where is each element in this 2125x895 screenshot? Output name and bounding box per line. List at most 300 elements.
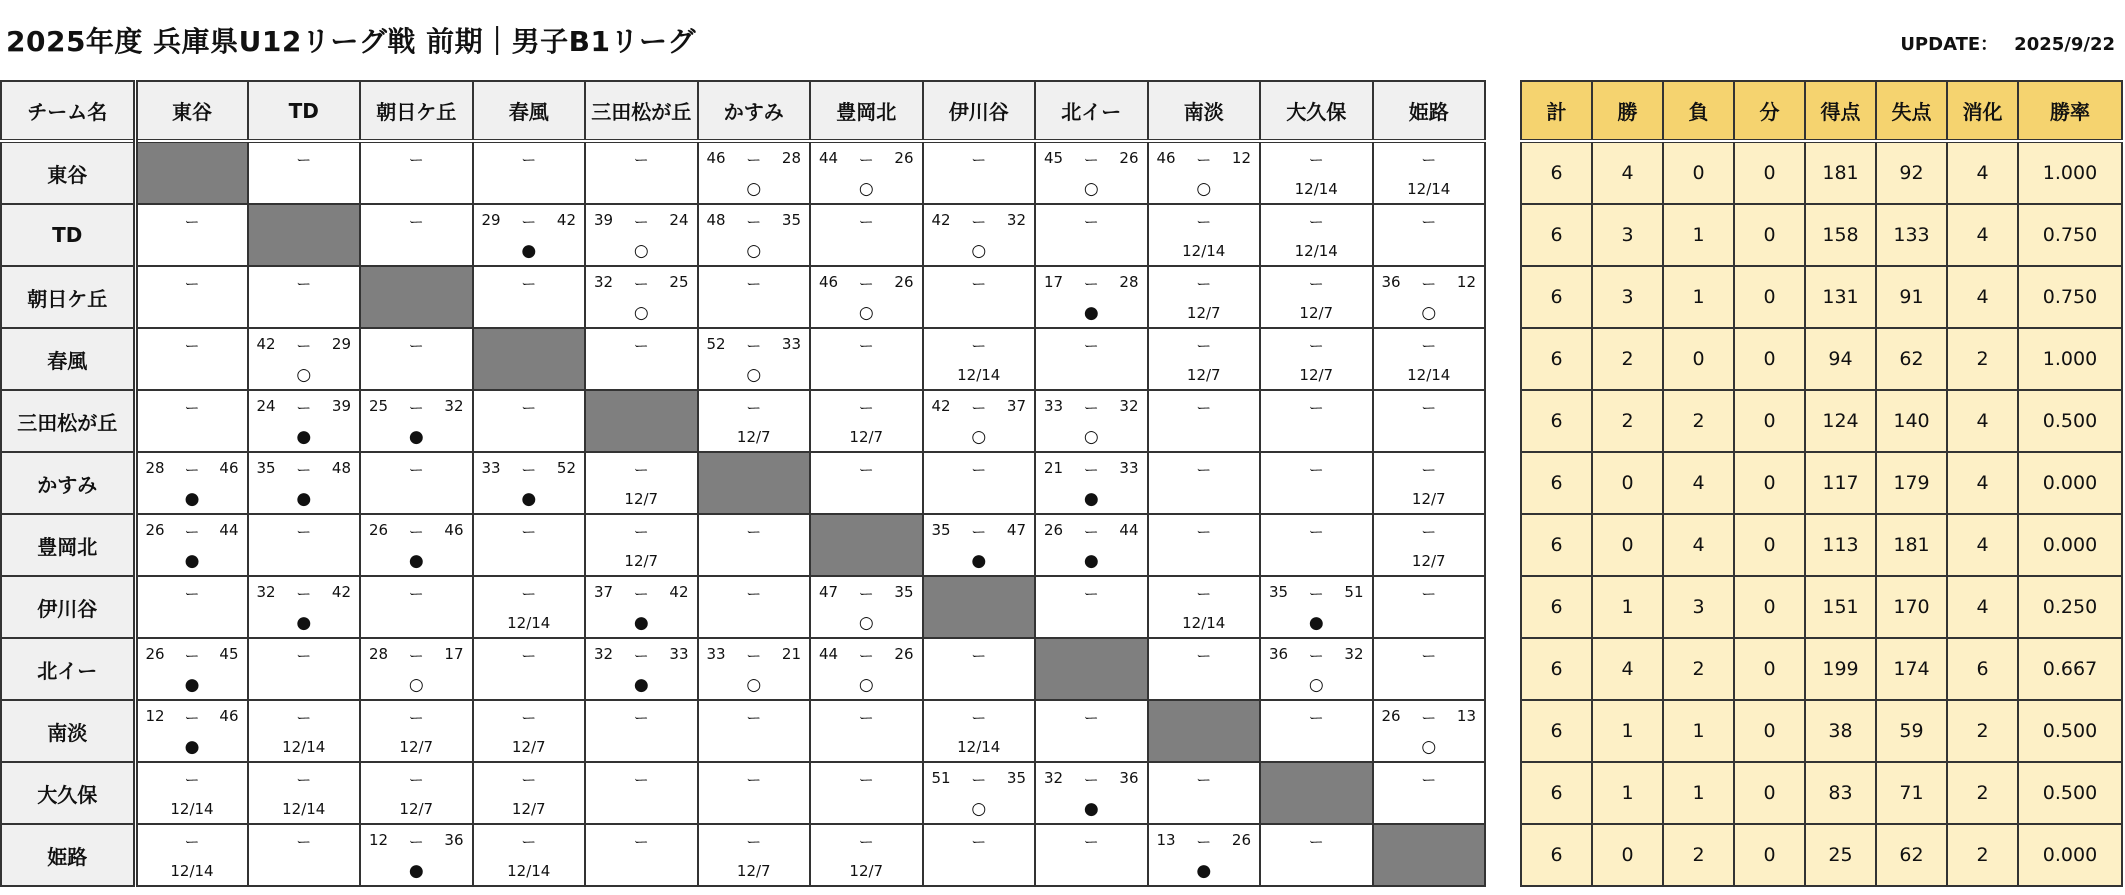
match-content bbox=[699, 329, 810, 389]
match-cell bbox=[810, 452, 923, 514]
standings-value: 0 bbox=[1734, 514, 1805, 576]
match-content bbox=[1036, 205, 1147, 265]
match-cell bbox=[1373, 141, 1486, 204]
match-content bbox=[1036, 701, 1147, 761]
match-content bbox=[249, 825, 360, 885]
standings-value: 4 bbox=[1592, 141, 1663, 204]
match-content bbox=[924, 639, 1035, 699]
away-score: 46 bbox=[219, 459, 239, 477]
result-mark: ● bbox=[1083, 551, 1099, 571]
score-dash: ー bbox=[746, 151, 762, 169]
score-dash: ー bbox=[633, 337, 649, 355]
match-cell bbox=[360, 762, 473, 824]
match-content bbox=[1374, 701, 1485, 761]
match-content bbox=[249, 143, 360, 203]
match-content bbox=[249, 763, 360, 823]
match-cell bbox=[585, 762, 698, 824]
home-score: 35 bbox=[256, 459, 276, 477]
home-score: 36 bbox=[1381, 273, 1401, 291]
match-content bbox=[811, 763, 922, 823]
match-date: 12/7 bbox=[849, 862, 884, 880]
away-score: 32 bbox=[1119, 397, 1139, 415]
match-cell bbox=[810, 762, 923, 824]
result-mark: ● bbox=[296, 489, 312, 509]
standings-row bbox=[1521, 141, 2122, 204]
score-dash: ー bbox=[1308, 709, 1324, 727]
self-match-cell bbox=[1035, 638, 1148, 700]
match-cell bbox=[135, 266, 248, 328]
match-content bbox=[1374, 391, 1485, 451]
match-cell bbox=[1035, 390, 1148, 452]
away-score: 12 bbox=[1456, 273, 1476, 291]
score-dash: ー bbox=[746, 585, 762, 603]
match-content bbox=[361, 577, 472, 637]
match-date: 12/14 bbox=[1407, 366, 1451, 384]
match-content bbox=[474, 391, 585, 451]
away-score: 36 bbox=[444, 831, 464, 849]
match-cell bbox=[473, 762, 586, 824]
score-dash: ー bbox=[296, 461, 312, 479]
match-content bbox=[1036, 267, 1147, 327]
match-content bbox=[699, 205, 810, 265]
standings-value: 0 bbox=[1592, 514, 1663, 576]
match-content bbox=[924, 701, 1035, 761]
row-header-team: かすみ bbox=[1, 452, 135, 514]
match-content bbox=[138, 329, 247, 389]
match-content bbox=[1261, 515, 1372, 575]
home-score: 42 bbox=[256, 335, 276, 353]
result-mark: ● bbox=[184, 737, 200, 757]
standings-column-header: 負 bbox=[1663, 81, 1734, 141]
match-content bbox=[586, 639, 697, 699]
standings-value: 6 bbox=[1521, 452, 1592, 514]
standings-value: 2 bbox=[1592, 390, 1663, 452]
match-content bbox=[811, 453, 922, 513]
away-score: 25 bbox=[669, 273, 689, 291]
score-dash: ー bbox=[746, 833, 762, 851]
standings-value: 3 bbox=[1592, 266, 1663, 328]
score-dash: ー bbox=[1308, 275, 1324, 293]
match-content bbox=[1149, 143, 1260, 203]
score-dash: ー bbox=[633, 709, 649, 727]
row-header-team: 豊岡北 bbox=[1, 514, 135, 576]
match-cell bbox=[135, 762, 248, 824]
score-dash: ー bbox=[408, 523, 424, 541]
match-cell bbox=[473, 576, 586, 638]
match-cell bbox=[585, 266, 698, 328]
standings-value: 1.000 bbox=[2018, 141, 2122, 204]
score-dash: ー bbox=[296, 833, 312, 851]
score-dash: ー bbox=[408, 647, 424, 665]
match-content bbox=[361, 825, 472, 885]
score-dash: ー bbox=[858, 151, 874, 169]
standings-row bbox=[1521, 514, 2122, 576]
self-match-cell bbox=[698, 452, 811, 514]
score-dash: ー bbox=[1083, 337, 1099, 355]
match-cell bbox=[585, 576, 698, 638]
score-dash: ー bbox=[1421, 523, 1437, 541]
match-content bbox=[811, 639, 922, 699]
match-cell bbox=[1148, 390, 1261, 452]
match-content bbox=[249, 329, 360, 389]
match-content bbox=[1261, 205, 1372, 265]
score-dash: ー bbox=[1083, 585, 1099, 603]
score-dash: ー bbox=[1421, 399, 1437, 417]
match-cell bbox=[248, 328, 361, 390]
standings-value: 1 bbox=[1663, 204, 1734, 266]
result-mark: ○ bbox=[971, 241, 987, 261]
result-mark: ● bbox=[1083, 303, 1099, 323]
row-header-team: TD bbox=[1, 204, 135, 266]
result-mark: ○ bbox=[746, 365, 762, 385]
score-dash: ー bbox=[1083, 275, 1099, 293]
match-date: 12/7 bbox=[736, 862, 771, 880]
match-content bbox=[1149, 825, 1260, 885]
row-header-team: 大久保 bbox=[1, 762, 135, 824]
score-dash: ー bbox=[746, 709, 762, 727]
score-dash: ー bbox=[1308, 399, 1324, 417]
standings-value: 4 bbox=[1947, 390, 2018, 452]
standings-header-row bbox=[1521, 81, 2122, 141]
match-content bbox=[138, 391, 247, 451]
row-header-team: 朝日ケ丘 bbox=[1, 266, 135, 328]
match-cell bbox=[248, 762, 361, 824]
score-dash: ー bbox=[521, 771, 537, 789]
standings-column-header: 計 bbox=[1521, 81, 1592, 141]
column-header-team: 朝日ケ丘 bbox=[360, 81, 473, 141]
away-score: 32 bbox=[1344, 645, 1364, 663]
match-cell bbox=[1035, 576, 1148, 638]
standings-value: 2 bbox=[1947, 762, 2018, 824]
home-score: 45 bbox=[1044, 149, 1064, 167]
match-date: 12/14 bbox=[1407, 180, 1451, 198]
away-score: 37 bbox=[1006, 397, 1026, 415]
update-info bbox=[1900, 30, 2115, 56]
home-score: 39 bbox=[594, 211, 614, 229]
away-score: 46 bbox=[444, 521, 464, 539]
score-dash: ー bbox=[521, 213, 537, 231]
result-mark: ● bbox=[1308, 613, 1324, 633]
score-dash: ー bbox=[1196, 833, 1212, 851]
score-dash: ー bbox=[633, 523, 649, 541]
score-dash: ー bbox=[184, 523, 200, 541]
match-date: 12/7 bbox=[1299, 304, 1334, 322]
match-cell bbox=[1373, 762, 1486, 824]
match-content bbox=[1261, 143, 1372, 203]
score-dash: ー bbox=[633, 275, 649, 293]
score-dash: ー bbox=[746, 523, 762, 541]
match-content bbox=[924, 267, 1035, 327]
match-cell bbox=[360, 328, 473, 390]
match-date: 12/14 bbox=[282, 738, 326, 756]
standings-column-header: 消化 bbox=[1947, 81, 2018, 141]
match-content bbox=[699, 515, 810, 575]
match-cell bbox=[698, 514, 811, 576]
standings-value: 131 bbox=[1805, 266, 1876, 328]
score-dash: ー bbox=[521, 461, 537, 479]
standings-value: 0.250 bbox=[2018, 576, 2122, 638]
match-content bbox=[699, 825, 810, 885]
away-score: 51 bbox=[1344, 583, 1364, 601]
home-score: 42 bbox=[931, 211, 951, 229]
score-dash: ー bbox=[858, 647, 874, 665]
match-cell bbox=[1035, 700, 1148, 762]
score-dash: ー bbox=[521, 585, 537, 603]
result-mark: ○ bbox=[746, 179, 762, 199]
score-dash: ー bbox=[858, 585, 874, 603]
match-cell bbox=[585, 824, 698, 886]
score-dash: ー bbox=[633, 151, 649, 169]
match-cell bbox=[360, 390, 473, 452]
score-dash: ー bbox=[1196, 151, 1212, 169]
score-dash: ー bbox=[296, 585, 312, 603]
score-dash: ー bbox=[521, 399, 537, 417]
score-dash: ー bbox=[1196, 771, 1212, 789]
standings-value: 140 bbox=[1876, 390, 1947, 452]
match-content bbox=[1149, 453, 1260, 513]
away-score: 17 bbox=[444, 645, 464, 663]
score-dash: ー bbox=[1421, 709, 1437, 727]
standings-value: 4 bbox=[1947, 266, 2018, 328]
home-score: 52 bbox=[706, 335, 726, 353]
score-dash: ー bbox=[971, 709, 987, 727]
result-mark: ● bbox=[184, 551, 200, 571]
update-label: UPDATE： bbox=[1900, 34, 1999, 55]
result-mark: ● bbox=[633, 675, 649, 695]
match-content bbox=[811, 205, 922, 265]
score-dash: ー bbox=[1308, 151, 1324, 169]
result-mark: ○ bbox=[971, 799, 987, 819]
score-dash: ー bbox=[1083, 213, 1099, 231]
match-content bbox=[699, 639, 810, 699]
result-mark: ● bbox=[184, 489, 200, 509]
results-header-row bbox=[1, 81, 1485, 141]
match-cell bbox=[1035, 824, 1148, 886]
match-cell bbox=[1260, 700, 1373, 762]
match-content bbox=[924, 453, 1035, 513]
standings-value: 4 bbox=[1947, 576, 2018, 638]
away-score: 33 bbox=[669, 645, 689, 663]
match-content bbox=[361, 329, 472, 389]
away-score: 26 bbox=[1119, 149, 1139, 167]
match-cell bbox=[923, 266, 1036, 328]
match-cell bbox=[360, 700, 473, 762]
away-score: 44 bbox=[219, 521, 239, 539]
match-content bbox=[1374, 763, 1485, 823]
match-cell bbox=[585, 700, 698, 762]
match-cell bbox=[810, 204, 923, 266]
score-dash: ー bbox=[408, 585, 424, 603]
match-cell bbox=[923, 328, 1036, 390]
self-match-cell bbox=[923, 576, 1036, 638]
match-cell bbox=[248, 266, 361, 328]
standings-table bbox=[1520, 80, 2123, 887]
result-mark: ○ bbox=[1083, 179, 1099, 199]
match-content bbox=[1261, 701, 1372, 761]
home-score: 28 bbox=[145, 459, 165, 477]
row-header-team: 南淡 bbox=[1, 700, 135, 762]
match-content bbox=[361, 205, 472, 265]
standings-value: 38 bbox=[1805, 700, 1876, 762]
match-cell bbox=[923, 452, 1036, 514]
match-content bbox=[1261, 391, 1372, 451]
score-dash: ー bbox=[1308, 647, 1324, 665]
match-cell bbox=[473, 824, 586, 886]
standings-row bbox=[1521, 576, 2122, 638]
standings-value: 62 bbox=[1876, 824, 1947, 886]
match-content bbox=[1149, 329, 1260, 389]
home-score: 32 bbox=[1044, 769, 1064, 787]
standings-value: 124 bbox=[1805, 390, 1876, 452]
match-content bbox=[138, 639, 247, 699]
match-content bbox=[811, 825, 922, 885]
score-dash: ー bbox=[408, 151, 424, 169]
score-dash: ー bbox=[1421, 647, 1437, 665]
standings-value: 0.000 bbox=[2018, 514, 2122, 576]
result-mark: ○ bbox=[746, 675, 762, 695]
score-dash: ー bbox=[184, 275, 200, 293]
standings-value: 181 bbox=[1876, 514, 1947, 576]
score-dash: ー bbox=[521, 275, 537, 293]
score-dash: ー bbox=[858, 337, 874, 355]
standings-value: 0 bbox=[1734, 204, 1805, 266]
match-cell bbox=[360, 824, 473, 886]
home-score: 32 bbox=[594, 645, 614, 663]
standings-value: 2 bbox=[1947, 824, 2018, 886]
standings-value: 0.000 bbox=[2018, 452, 2122, 514]
home-score: 51 bbox=[931, 769, 951, 787]
score-dash: ー bbox=[971, 461, 987, 479]
score-dash: ー bbox=[1196, 337, 1212, 355]
standings-value: 0 bbox=[1663, 141, 1734, 204]
result-mark: ○ bbox=[1196, 179, 1212, 199]
match-content bbox=[249, 639, 360, 699]
standings-value: 6 bbox=[1521, 141, 1592, 204]
match-content bbox=[249, 391, 360, 451]
match-content bbox=[699, 143, 810, 203]
standings-value: 117 bbox=[1805, 452, 1876, 514]
home-score: 35 bbox=[931, 521, 951, 539]
result-row bbox=[1, 141, 1485, 204]
match-cell bbox=[1148, 514, 1261, 576]
home-score: 26 bbox=[1381, 707, 1401, 725]
result-mark: ● bbox=[1083, 489, 1099, 509]
self-match-cell bbox=[810, 514, 923, 576]
result-mark: ○ bbox=[858, 675, 874, 695]
away-score: 21 bbox=[781, 645, 801, 663]
match-content bbox=[1149, 391, 1260, 451]
score-dash: ー bbox=[296, 771, 312, 789]
match-content bbox=[361, 639, 472, 699]
match-cell bbox=[1035, 266, 1148, 328]
match-date: 12/14 bbox=[957, 738, 1001, 756]
standings-value: 0 bbox=[1734, 141, 1805, 204]
match-cell bbox=[473, 452, 586, 514]
home-score: 26 bbox=[1044, 521, 1064, 539]
home-score: 24 bbox=[256, 397, 276, 415]
standings-value: 6 bbox=[1521, 204, 1592, 266]
home-score: 33 bbox=[1044, 397, 1064, 415]
match-content bbox=[1149, 639, 1260, 699]
match-cell bbox=[360, 204, 473, 266]
match-date: 12/7 bbox=[1186, 304, 1221, 322]
standings-column-header: 勝率 bbox=[2018, 81, 2122, 141]
match-date: 12/7 bbox=[849, 428, 884, 446]
home-score: 37 bbox=[594, 583, 614, 601]
match-cell bbox=[698, 576, 811, 638]
match-cell bbox=[473, 514, 586, 576]
match-cell bbox=[473, 638, 586, 700]
away-score: 48 bbox=[331, 459, 351, 477]
standings-value: 6 bbox=[1947, 638, 2018, 700]
match-cell bbox=[1260, 141, 1373, 204]
match-cell bbox=[698, 266, 811, 328]
result-mark: ● bbox=[971, 551, 987, 571]
match-content bbox=[924, 329, 1035, 389]
score-dash: ー bbox=[1308, 337, 1324, 355]
score-dash: ー bbox=[746, 771, 762, 789]
column-header-team: 伊川谷 bbox=[923, 81, 1036, 141]
match-cell bbox=[135, 824, 248, 886]
away-score: 28 bbox=[1119, 273, 1139, 291]
match-content bbox=[1036, 825, 1147, 885]
standings-value: 0.750 bbox=[2018, 204, 2122, 266]
standings-value: 199 bbox=[1805, 638, 1876, 700]
score-dash: ー bbox=[746, 399, 762, 417]
result-mark: ○ bbox=[858, 303, 874, 323]
match-date: 12/7 bbox=[1186, 366, 1221, 384]
match-cell bbox=[1260, 452, 1373, 514]
match-cell bbox=[810, 576, 923, 638]
score-dash: ー bbox=[971, 833, 987, 851]
match-cell bbox=[923, 141, 1036, 204]
match-content bbox=[699, 763, 810, 823]
match-content bbox=[1261, 329, 1372, 389]
standings-row bbox=[1521, 204, 2122, 266]
match-cell bbox=[923, 762, 1036, 824]
standings-value: 113 bbox=[1805, 514, 1876, 576]
match-cell bbox=[698, 824, 811, 886]
match-cell bbox=[1035, 452, 1148, 514]
match-cell bbox=[698, 204, 811, 266]
standings-value: 25 bbox=[1805, 824, 1876, 886]
standings-value: 0 bbox=[1592, 824, 1663, 886]
match-cell bbox=[698, 390, 811, 452]
standings-value: 2 bbox=[1947, 700, 2018, 762]
match-content bbox=[1036, 329, 1147, 389]
match-date: 12/7 bbox=[511, 800, 546, 818]
score-dash: ー bbox=[633, 461, 649, 479]
update-date: 2025/9/22 bbox=[2014, 34, 2115, 55]
match-cell bbox=[1373, 576, 1486, 638]
standings-column-header: 得点 bbox=[1805, 81, 1876, 141]
result-mark: ● bbox=[633, 613, 649, 633]
home-score: 44 bbox=[819, 645, 839, 663]
match-cell bbox=[1148, 328, 1261, 390]
match-cell bbox=[698, 328, 811, 390]
standings-value: 4 bbox=[1947, 204, 2018, 266]
away-score: 36 bbox=[1119, 769, 1139, 787]
row-header-team: 東谷 bbox=[1, 141, 135, 204]
match-content bbox=[1374, 267, 1485, 327]
standings-row bbox=[1521, 824, 2122, 886]
standings-value: 4 bbox=[1947, 141, 2018, 204]
score-dash: ー bbox=[296, 523, 312, 541]
match-content bbox=[1374, 453, 1485, 513]
score-dash: ー bbox=[746, 337, 762, 355]
match-cell bbox=[1373, 452, 1486, 514]
score-dash: ー bbox=[746, 213, 762, 231]
